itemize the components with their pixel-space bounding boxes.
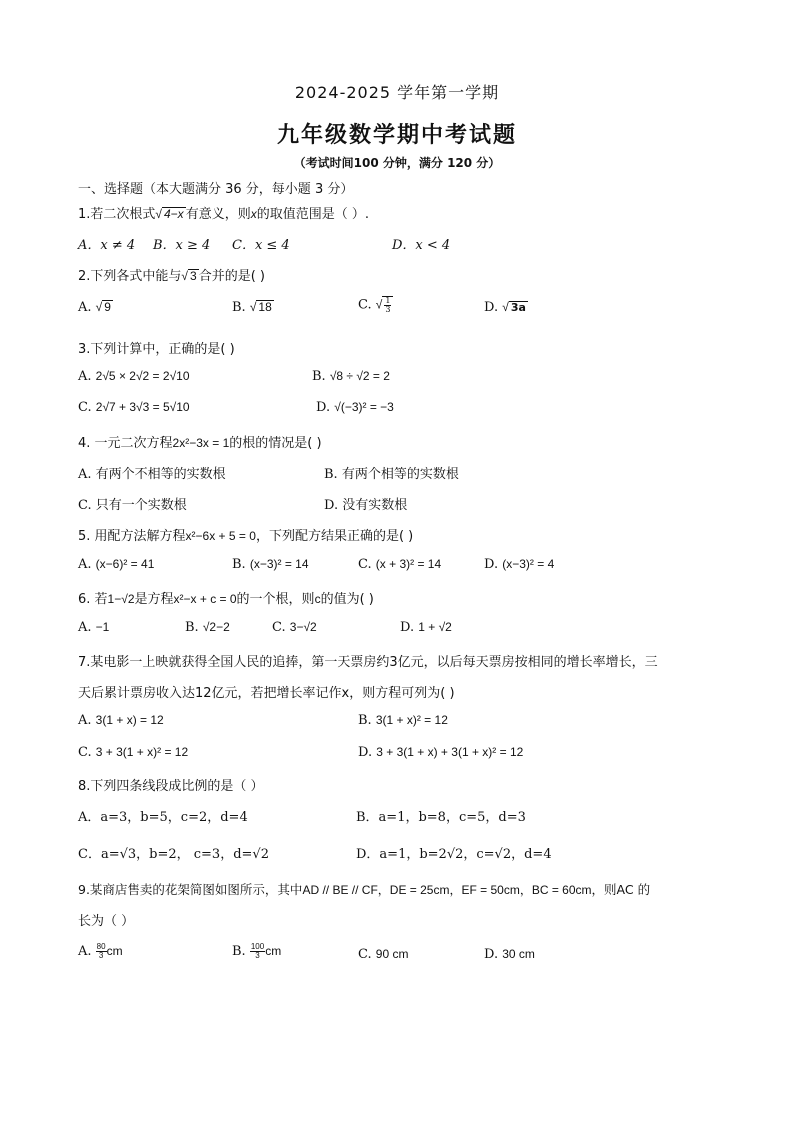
q8-option-a: A．a=3，b=5，c=2，d=4 [78,810,248,825]
q3-option-c: C. 2√7 + 3√3 = 5√10 [78,400,190,415]
q6-option-c: C. 3−√2 [272,620,317,635]
question-4-stem: 4. 一元二次方程2x²−3x = 1的根的情况是( ) [78,436,322,451]
q7-option-a: A. 3(1 + x) = 12 [78,713,164,728]
q4-option-c: C. 只有一个实数根 [78,498,187,513]
q5-option-b: B. (x−3)² = 14 [232,557,309,572]
q4-option-a: A. 有两个不相等的实数根 [78,467,226,482]
q5-option-a: A. (x−6)² = 41 [78,557,155,572]
q9-option-d: D. 30 cm [484,947,535,962]
exam-year: 2024-2025 学年第一学期 [294,83,500,102]
q7-option-c: C. 3 + 3(1 + x)² = 12 [78,745,189,760]
q6-option-d: D. 1 + √2 [400,620,452,635]
q6-option-b: B. √2−2 [185,620,230,635]
q5-option-c: C. (x + 3)² = 14 [358,557,442,572]
exam-subtitle: （考试时间100 分钟，满分 120 分） [293,156,501,170]
question-3-stem: 3.下列计算中，正确的是( ) [78,342,235,357]
q9-option-a: A. $\frac{80}{3}$ cm [78,942,123,960]
question-9-stem-line1: 9.某商店售卖的花架简图如图所示，其中AD // BE // CF，DE = 25cm，EF = 50cm，BC = 60cm，则AC 的 [78,882,651,897]
q3-option-b: B. √8 ÷ √2 = 2 [312,369,390,384]
question-1-stem: 1.若二次根式√ 4−x 有意义，则x的取值范围是（ ）. [78,207,369,222]
question-7-stem-line1: 7.某电影一上映就获得全国人民的追捧，第一天票房约3亿元，以后每天票房按相同的增长率增长，三 [78,655,658,670]
exam-title: 九年级数学期中考试题 [276,123,517,148]
q9-option-b: B. $\frac{100}{3}$ cm [232,942,282,960]
q8-option-c: C．a=√3，b=2， c=3，d=√2 [78,847,269,862]
question-8-stem: 8.下列四条线段成比例的是（ ） [78,779,264,794]
q1-radicand: 4−x [164,207,184,221]
q9-option-c: C. 90 cm [358,947,409,962]
question-7-stem-line2: 天后累计票房收入达12亿元，若把增长率记作x，则方程可列为( ) [78,686,455,701]
q7-option-b: B. 3(1 + x)² = 12 [358,713,448,728]
q7-option-d: D. 3 + 3(1 + x) + 3(1 + x)² = 12 [358,745,524,760]
q1-option-a: A．x ≠ 4 [78,238,136,253]
question-9-stem-line2: 长为（ ） [78,914,135,929]
question-2-stem: 2.下列各式中能与√ 3 合并的是( ) [78,269,265,284]
q5-option-d: D. (x−3)² = 4 [484,557,555,572]
q2-option-d: D. √ 3a [484,300,526,315]
question-6-stem: 6. 若1−√2是方程x²−x + c = 0的一个根，则c的值为( ) [78,592,374,607]
q1-option-b: B．x ≥ 4 [153,238,211,253]
q1-option-d: D．x < 4 [392,238,451,253]
q3-option-d: D. √(−3)² = −3 [316,400,394,415]
q4-option-b: B. 有两个相等的实数根 [324,467,459,482]
q1-option-c: C．x ≤ 4 [232,238,290,253]
q6-option-a: A. −1 [78,620,110,635]
q3-option-a: A. 2√5 × 2√2 = 2√10 [78,369,190,384]
q2-option-b: B. √ 18 [232,300,272,315]
section-heading: 一、选择题（本大题满分 36 分，每小题 3 分） [78,182,354,197]
q8-option-d: D．a=1，b=2√2，c=√2，d=4 [356,847,552,862]
q2-option-a: A. √ 9 [78,300,111,315]
question-5-stem: 5. 用配方法解方程x²−6x + 5 = 0，下列配方结果正确的是( ) [78,529,414,544]
q8-option-b: B．a=1，b=8，c=5，d=3 [356,810,526,825]
q4-option-d: D. 没有实数根 [324,498,408,513]
q2-option-c: C. √ $\frac{1}{3}$ [358,296,393,314]
